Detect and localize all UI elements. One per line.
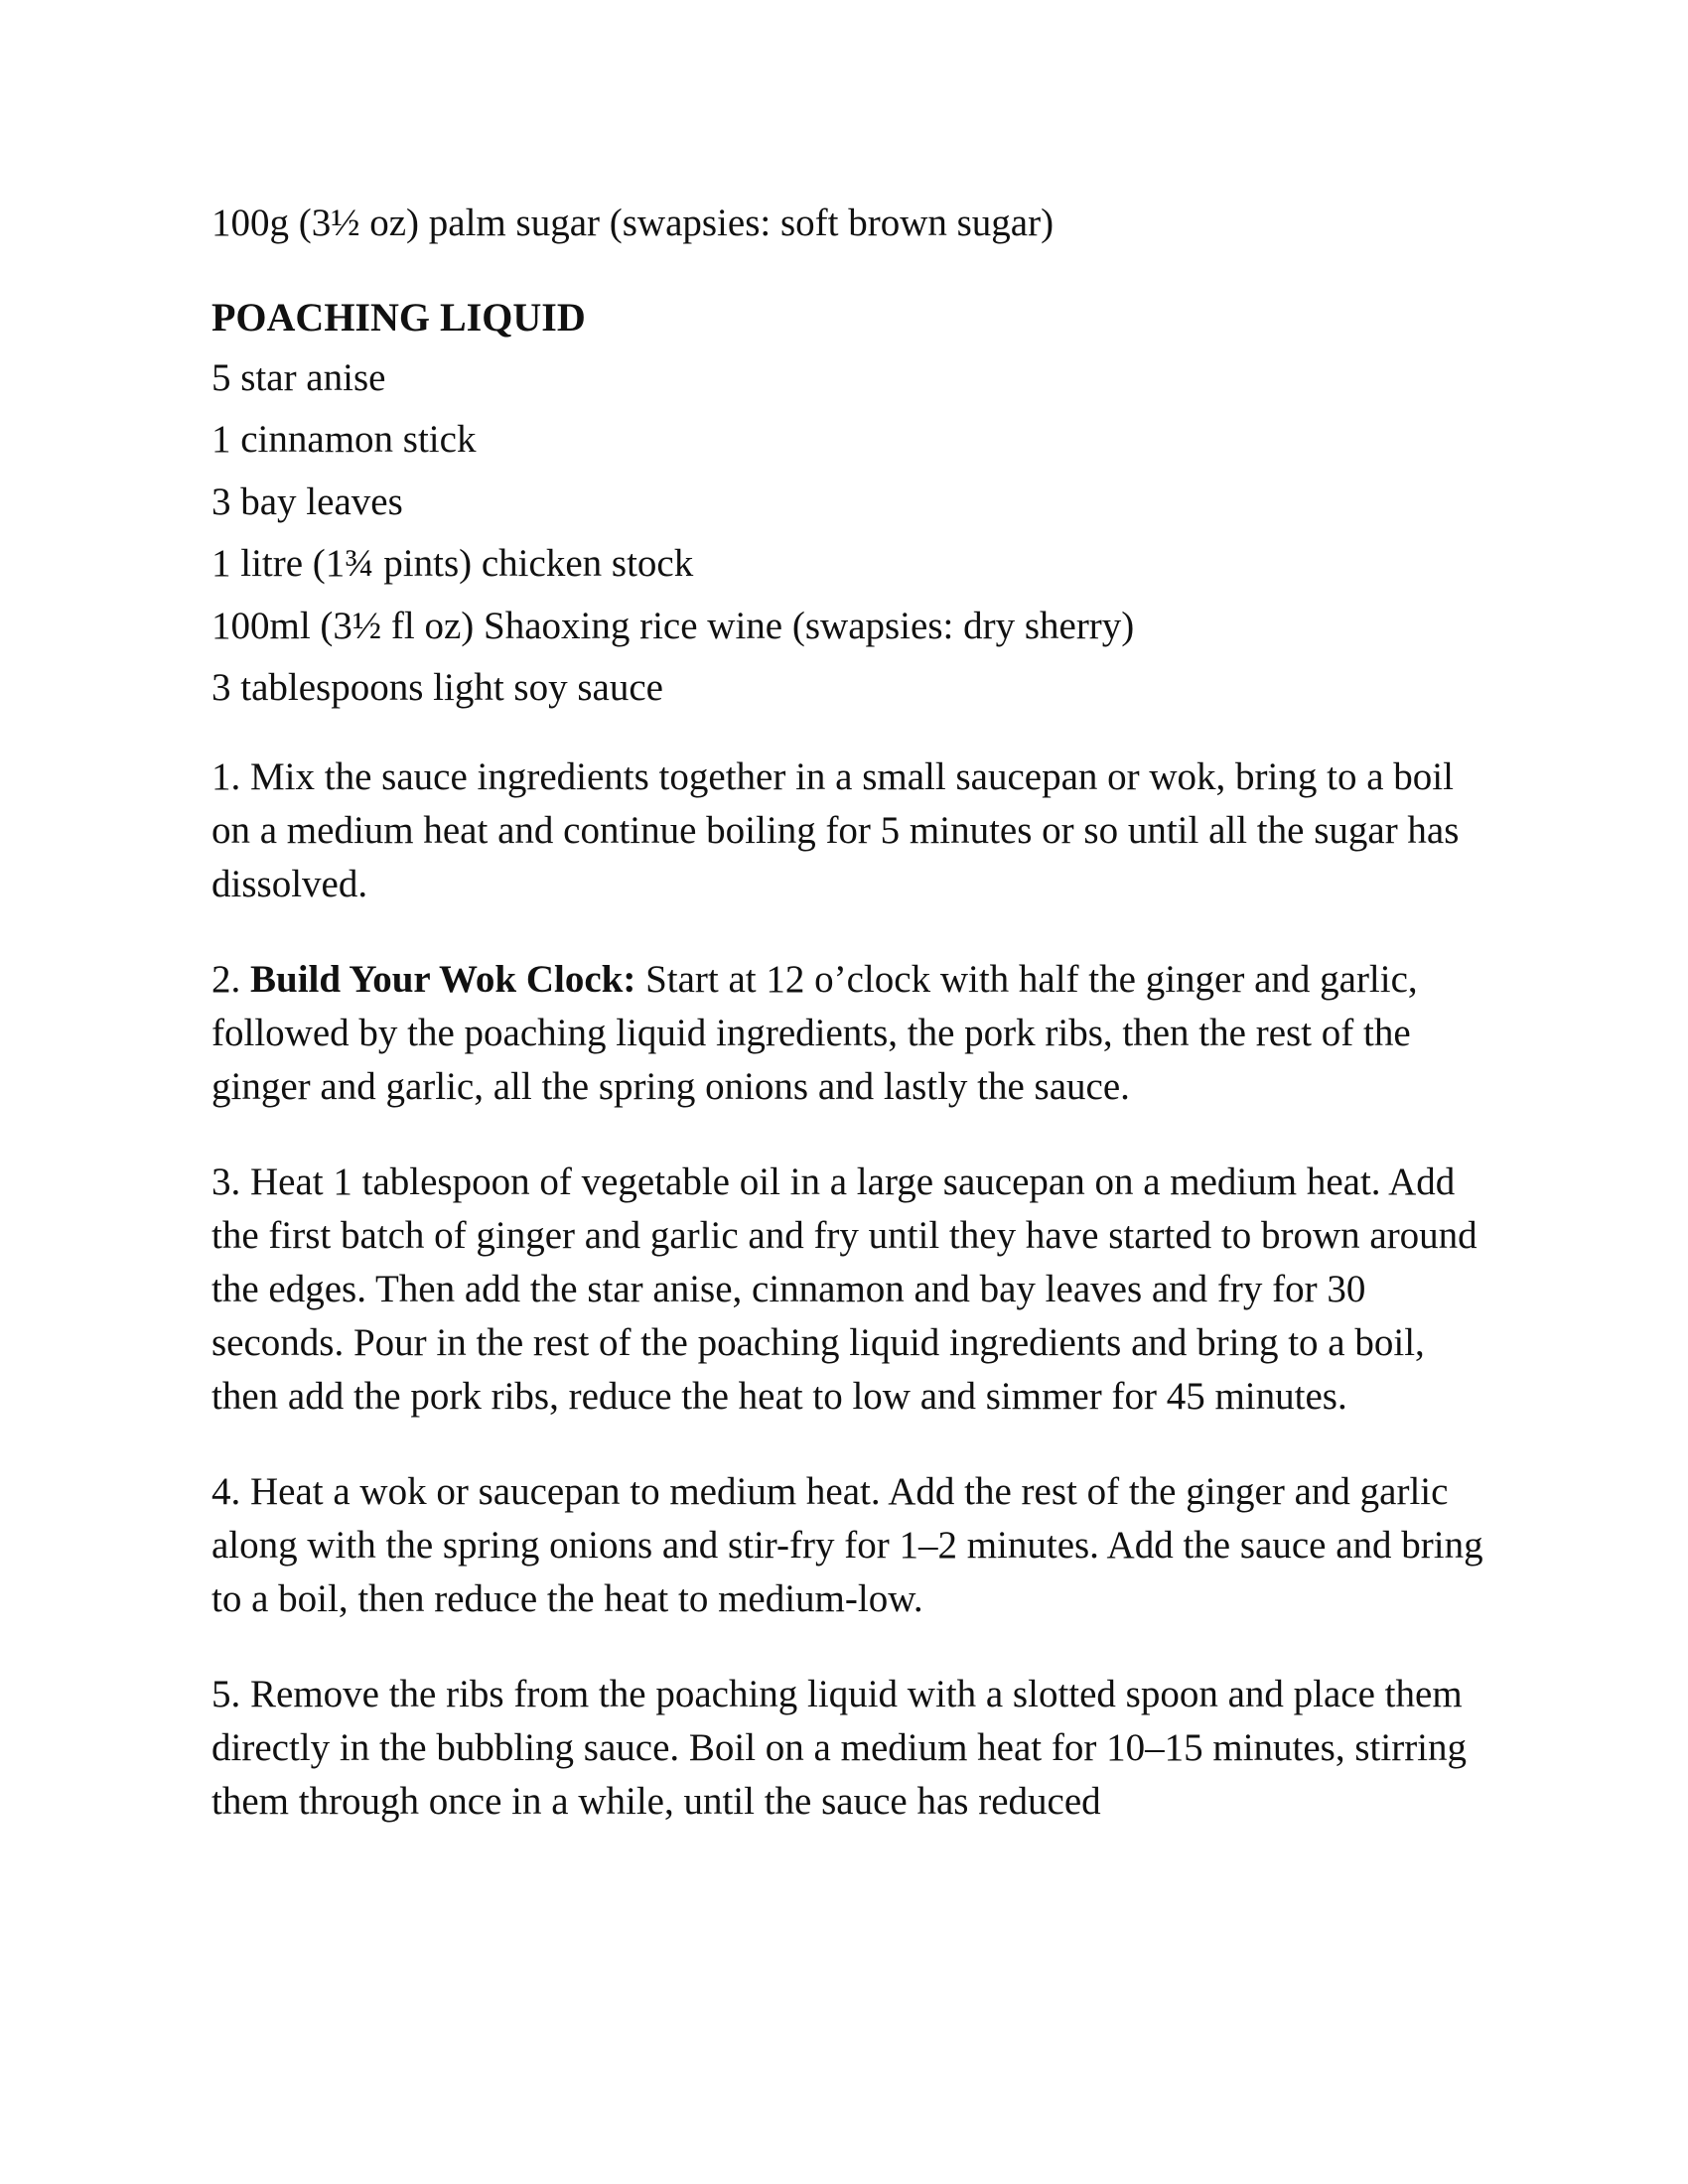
step-4: 4. Heat a wok or saucepan to medium heat. Add the rest of the ginger and garlic along with the spring onions and stir-fry for 1–2 minutes. Add the sauce and bring to a boil, then reduce the heat to medium-low. — [211, 1469, 1483, 1620]
ingredient-cinnamon-stick: 1 cinnamon stick — [211, 418, 477, 462]
step-2-text: Start at 12 o’clock with half the ginger and garlic, followed by the poaching liquid ingredients, the pork ribs, then the rest of the ginger and garlic, all the spring onions and lastly the sauce. — [211, 957, 1418, 1108]
ingredient-bay-leaves: 3 bay leaves — [211, 479, 403, 523]
recipe-page — [211, 197, 1492, 1870]
step-2-bold-title: Build Your Wok Clock: — [250, 957, 636, 1001]
step-2 — [211, 953, 1492, 1114]
step-5: 5. Remove the ribs from the poaching liquid with a slotted spoon and place them directly in the bubbling sauce. Boil on a medium heat for 10–15 minutes, stirring them through once in a while, until the sauce has reduced — [211, 1672, 1468, 1823]
poaching-ingredient-list — [211, 351, 1492, 715]
poaching-liquid-heading: POACHING LIQUID — [211, 295, 586, 340]
ingredient-star-anise: 5 star anise — [211, 356, 386, 399]
method-steps — [211, 751, 1492, 1829]
ingredient-chicken-stock: 1 litre (1¾ pints) chicken stock — [211, 542, 694, 586]
step-1: 1. Mix the sauce ingredients together in a small saucepan or wok, bring to a boil on a medium heat and continue boiling for 5 minutes or so until all the sugar has dissolved. — [211, 754, 1460, 905]
ingredient-shaoxing-wine: 100ml (3½ fl oz) Shaoxing rice wine (swapsies: dry sherry) — [211, 604, 1135, 647]
ingredient-palm-sugar: 100g (3½ oz) palm sugar (swapsies: soft brown sugar) — [211, 202, 1055, 244]
ingredient-soy-sauce: 3 tablespoons light soy sauce — [211, 665, 663, 709]
step-2-number: 2. — [211, 957, 250, 1001]
step-3: 3. Heat 1 tablespoon of vegetable oil in a large saucepan on a medium heat. Add the first batch of ginger and garlic and fry until they have started to brown around the edges. Then add the star anise, cinnamon and bay leaves and fry for 30 seconds. Pour in the rest of the poaching liquid ingredients and bring to a boil, then add the pork ribs, reduce the heat to low and simmer for 45 minutes. — [211, 1160, 1477, 1418]
